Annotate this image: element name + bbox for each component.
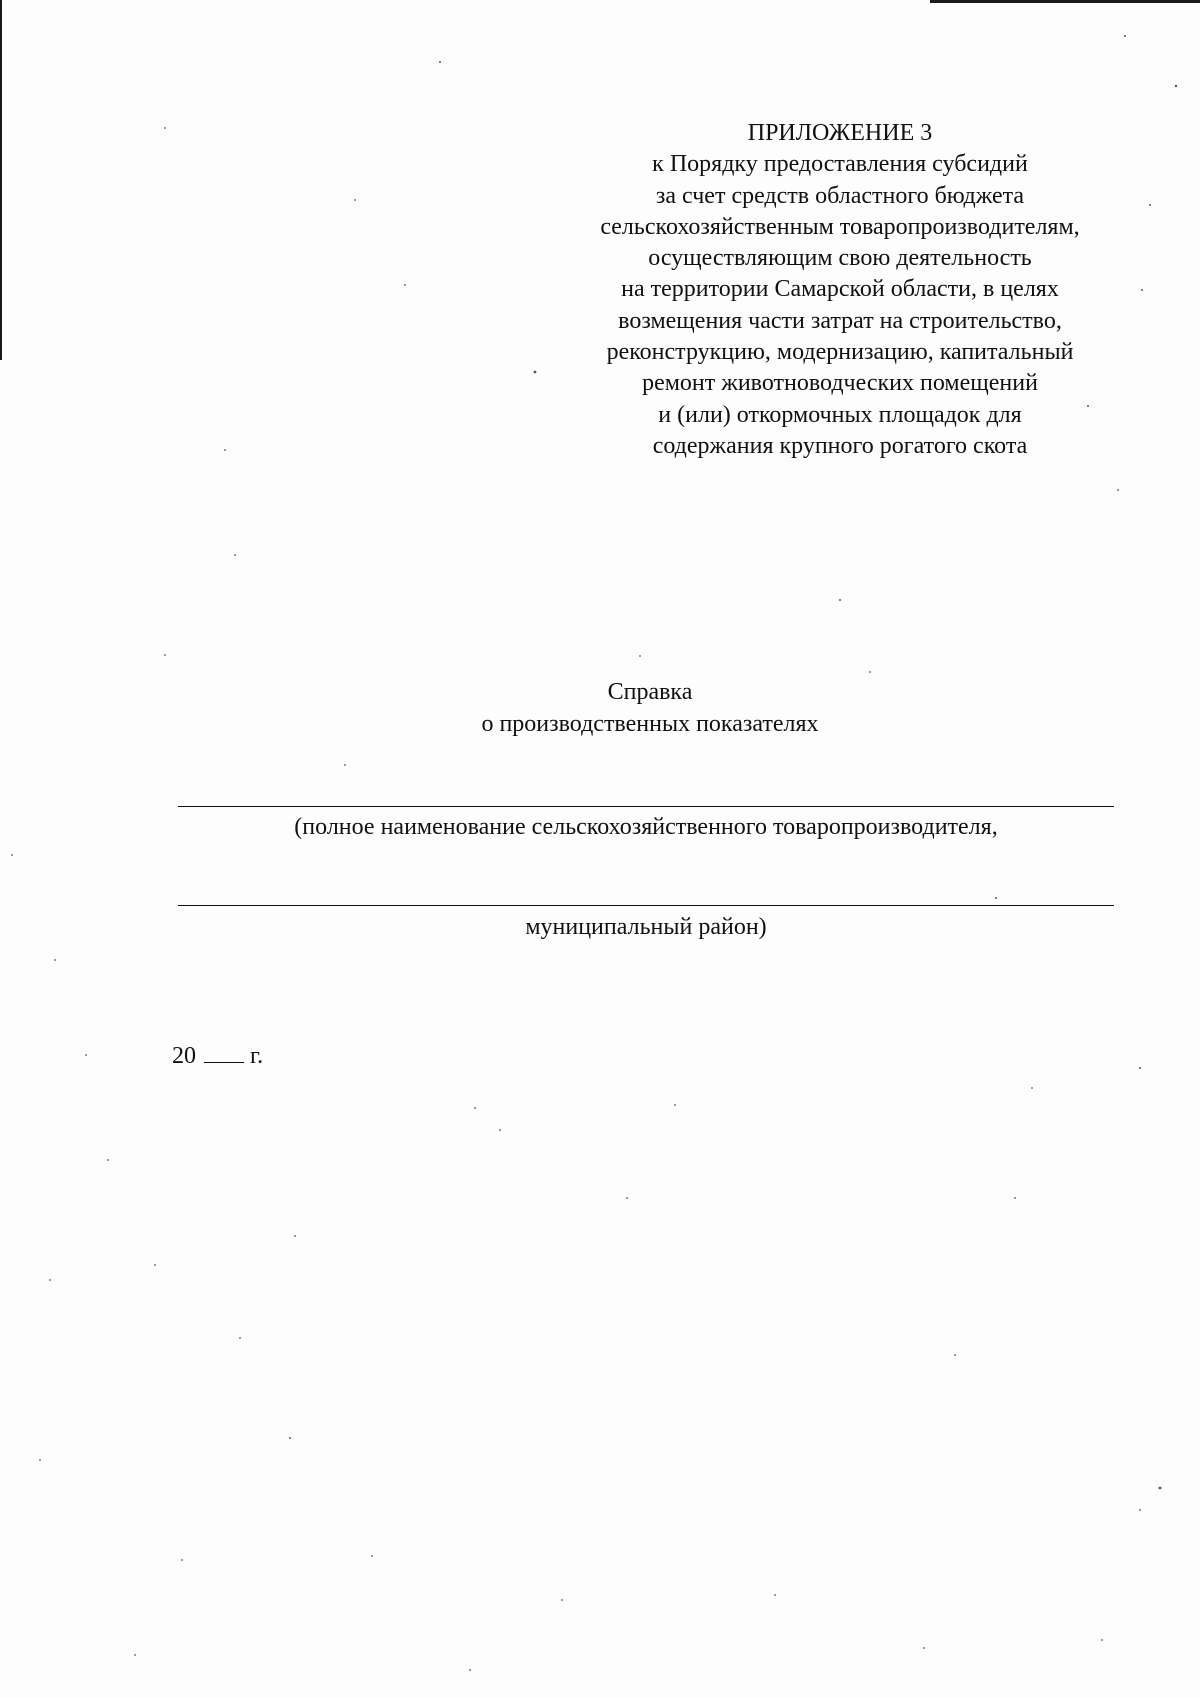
appendix-line: реконструкцию, модернизацию, капитальный (606, 339, 1074, 366)
district-caption: муниципальный район) (525, 914, 767, 940)
producer-name-caption: (полное наименование сельскохозяйственного товаропроизводителя, (294, 814, 998, 840)
document-title: Справка (607, 679, 693, 705)
appendix-line: содержания крупного рогатого скота (652, 432, 1028, 459)
appendix-line: возмещения части затрат на строительство, (618, 307, 1062, 334)
appendix-line: к Порядку предоставления субсидий (652, 151, 1028, 178)
year-prefix: 20 (172, 1043, 196, 1069)
document-subtitle: о производственных показателях (481, 711, 819, 737)
appendix-line: и (или) откормочных площадок для (658, 401, 1022, 428)
appendix-line: на территории Самарской области, в целях (621, 276, 1059, 303)
appendix-line: сельскохозяйственным товаропроизводителям, (600, 213, 1080, 240)
appendix-heading: ПРИЛОЖЕНИЕ 3 (747, 120, 933, 146)
year-suffix: г. (250, 1043, 264, 1069)
appendix-line: осуществляющим свою деятельность (648, 245, 1032, 272)
appendix-line: ремонт животноводческих помещений (642, 370, 1038, 397)
appendix-line: за счет средств областного бюджета (655, 182, 1025, 209)
